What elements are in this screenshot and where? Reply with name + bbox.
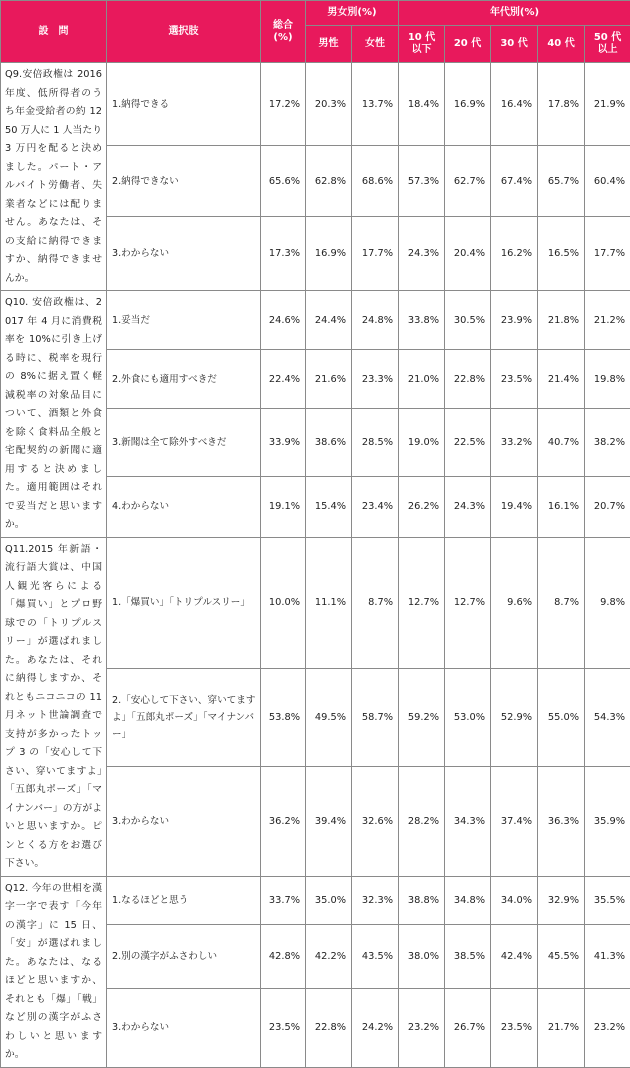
value-age-40s: 32.9% xyxy=(538,876,585,924)
value-age-20s: 22.8% xyxy=(445,350,491,409)
table-header xyxy=(1,1,630,63)
header-age-20s: 20 代 xyxy=(445,26,491,63)
value-total: 17.3% xyxy=(261,216,306,290)
option-label: 2.別の漢字がふさわしい xyxy=(107,924,261,988)
value-age-10s: 38.8% xyxy=(399,876,445,924)
value-male: 42.2% xyxy=(306,924,352,988)
value-age-10s: 28.2% xyxy=(399,767,445,876)
value-age-10s: 38.0% xyxy=(399,924,445,988)
value-age-20s: 12.7% xyxy=(445,537,491,668)
value-male: 39.4% xyxy=(306,767,352,876)
option-label: 1.妥当だ xyxy=(107,291,261,350)
value-age-50s: 20.7% xyxy=(585,477,630,537)
option-label: 4.わからない xyxy=(107,477,261,537)
value-age-30s: 23.5% xyxy=(491,988,538,1067)
question-text: Q10. 安倍政権は、2017 年 4 月に消費税率を 10%に引き上げる時に、税率を現行の 8%に据え置く軽減税率の対象品目について、酒類と外食を除く食料品全般と宅配契約の新聞に適用すると決めました。適用範囲はそれで妥当だと思いますか。 xyxy=(1,291,107,538)
value-male: 38.6% xyxy=(306,409,352,477)
value-total: 23.5% xyxy=(261,988,306,1067)
value-total: 65.6% xyxy=(261,146,306,217)
value-male: 21.6% xyxy=(306,350,352,409)
value-male: 49.5% xyxy=(306,668,352,767)
value-female: 23.3% xyxy=(352,350,399,409)
value-age-10s: 57.3% xyxy=(399,146,445,217)
value-female: 32.6% xyxy=(352,767,399,876)
value-total: 24.6% xyxy=(261,291,306,350)
value-age-20s: 34.3% xyxy=(445,767,491,876)
value-female: 8.7% xyxy=(352,537,399,668)
option-label: 1.「爆買い」「トリプルスリー」 xyxy=(107,537,261,668)
value-male: 62.8% xyxy=(306,146,352,217)
value-age-50s: 35.5% xyxy=(585,876,630,924)
value-age-20s: 16.9% xyxy=(445,63,491,146)
value-female: 23.4% xyxy=(352,477,399,537)
header-age-40s: 40 代 xyxy=(538,26,585,63)
header-gender-group: 男女別(%) xyxy=(306,1,399,26)
value-age-40s: 16.1% xyxy=(538,477,585,537)
value-age-50s: 35.9% xyxy=(585,767,630,876)
value-female: 68.6% xyxy=(352,146,399,217)
value-male: 16.9% xyxy=(306,216,352,290)
value-age-10s: 12.7% xyxy=(399,537,445,668)
value-age-40s: 21.7% xyxy=(538,988,585,1067)
value-age-10s: 33.8% xyxy=(399,291,445,350)
value-age-20s: 20.4% xyxy=(445,216,491,290)
value-age-30s: 67.4% xyxy=(491,146,538,217)
option-label: 3.わからない xyxy=(107,216,261,290)
option-label: 1.なるほどと思う xyxy=(107,876,261,924)
value-male: 24.4% xyxy=(306,291,352,350)
value-age-20s: 30.5% xyxy=(445,291,491,350)
table-row xyxy=(1,63,630,146)
table-row xyxy=(1,291,630,350)
value-male: 35.0% xyxy=(306,876,352,924)
value-age-30s: 16.4% xyxy=(491,63,538,146)
header-age-30s: 30 代 xyxy=(491,26,538,63)
value-female: 24.2% xyxy=(352,988,399,1067)
question-text: Q12. 今年の世相を漢字一字で表す「今年の漢字」に 15 日、「安」が選ばれました。あなたは、なるほどと思いますか、それとも「爆」「戦」など別の漢字がふさわしいと思いますか。 xyxy=(1,876,107,1067)
value-female: 32.3% xyxy=(352,876,399,924)
value-female: 17.7% xyxy=(352,216,399,290)
value-total: 10.0% xyxy=(261,537,306,668)
option-label: 2.納得できない xyxy=(107,146,261,217)
table-row xyxy=(1,537,630,668)
value-age-20s: 26.7% xyxy=(445,988,491,1067)
value-age-20s: 53.0% xyxy=(445,668,491,767)
value-age-10s: 21.0% xyxy=(399,350,445,409)
value-total: 53.8% xyxy=(261,668,306,767)
value-age-10s: 26.2% xyxy=(399,477,445,537)
value-female: 43.5% xyxy=(352,924,399,988)
value-age-50s: 17.7% xyxy=(585,216,630,290)
value-female: 28.5% xyxy=(352,409,399,477)
value-age-30s: 33.2% xyxy=(491,409,538,477)
value-female: 24.8% xyxy=(352,291,399,350)
value-age-30s: 16.2% xyxy=(491,216,538,290)
value-age-50s: 41.3% xyxy=(585,924,630,988)
header-total: 総合 (%) xyxy=(261,1,306,63)
value-age-50s: 9.8% xyxy=(585,537,630,668)
option-label: 3.わからない xyxy=(107,988,261,1067)
value-age-30s: 9.6% xyxy=(491,537,538,668)
value-age-40s: 16.5% xyxy=(538,216,585,290)
value-age-30s: 19.4% xyxy=(491,477,538,537)
value-female: 58.7% xyxy=(352,668,399,767)
value-age-10s: 24.3% xyxy=(399,216,445,290)
value-age-10s: 18.4% xyxy=(399,63,445,146)
header-female: 女性 xyxy=(352,26,399,63)
value-age-50s: 19.8% xyxy=(585,350,630,409)
value-age-10s: 23.2% xyxy=(399,988,445,1067)
header-question: 設 問 xyxy=(1,1,107,63)
value-total: 33.7% xyxy=(261,876,306,924)
header-age-50s: 50 代 以上 xyxy=(585,26,630,63)
value-age-20s: 38.5% xyxy=(445,924,491,988)
value-age-50s: 60.4% xyxy=(585,146,630,217)
value-male: 22.8% xyxy=(306,988,352,1067)
header-age-group: 年代別(%) xyxy=(399,1,630,26)
value-age-40s: 8.7% xyxy=(538,537,585,668)
value-total: 36.2% xyxy=(261,767,306,876)
value-age-40s: 45.5% xyxy=(538,924,585,988)
value-age-30s: 52.9% xyxy=(491,668,538,767)
value-total: 33.9% xyxy=(261,409,306,477)
value-male: 20.3% xyxy=(306,63,352,146)
value-age-40s: 65.7% xyxy=(538,146,585,217)
value-age-10s: 19.0% xyxy=(399,409,445,477)
value-age-40s: 21.8% xyxy=(538,291,585,350)
value-age-30s: 23.5% xyxy=(491,350,538,409)
option-label: 3.わからない xyxy=(107,767,261,876)
question-text: Q11.2015 年新語・流行語大賞は、中国人観光客らによる「爆買い」とプロ野球での「トリプルスリー」が選ばれました。あなたは、それに納得しますか、それともニコニコの 11 月ネット世論調査で支持が多かったトップ 3 の「安心して下さい、穿いてますよ」「五郎丸ポーズ」「マイナンバー」の方がよいと思いますか。ピンとくる方をお選び下さい。 xyxy=(1,537,107,876)
question-text: Q9.安倍政権は 2016 年度、低所得者のうち年金受給者の約 1250 万人に 1 人当たり 3 万円を配ると決めました。パート・アルバイト労働者、失業者などには配りません。あなたは、その支給に納得できますか、納得できませんか。 xyxy=(1,63,107,291)
value-age-40s: 40.7% xyxy=(538,409,585,477)
value-age-50s: 23.2% xyxy=(585,988,630,1067)
option-label: 2.外食にも適用すべきだ xyxy=(107,350,261,409)
value-age-20s: 24.3% xyxy=(445,477,491,537)
value-total: 17.2% xyxy=(261,63,306,146)
value-total: 42.8% xyxy=(261,924,306,988)
value-age-30s: 23.9% xyxy=(491,291,538,350)
value-age-40s: 21.4% xyxy=(538,350,585,409)
value-age-50s: 38.2% xyxy=(585,409,630,477)
value-age-50s: 21.9% xyxy=(585,63,630,146)
value-male: 15.4% xyxy=(306,477,352,537)
value-total: 19.1% xyxy=(261,477,306,537)
header-male: 男性 xyxy=(306,26,352,63)
value-age-30s: 37.4% xyxy=(491,767,538,876)
value-age-40s: 17.8% xyxy=(538,63,585,146)
table-body xyxy=(1,63,630,1068)
value-male: 11.1% xyxy=(306,537,352,668)
value-age-50s: 21.2% xyxy=(585,291,630,350)
value-age-30s: 34.0% xyxy=(491,876,538,924)
table-row xyxy=(1,876,630,924)
value-total: 22.4% xyxy=(261,350,306,409)
header-age-10s: 10 代 以下 xyxy=(399,26,445,63)
value-age-20s: 22.5% xyxy=(445,409,491,477)
value-age-40s: 36.3% xyxy=(538,767,585,876)
header-options: 選択肢 xyxy=(107,1,261,63)
value-age-50s: 54.3% xyxy=(585,668,630,767)
option-label: 1.納得できる xyxy=(107,63,261,146)
value-age-10s: 59.2% xyxy=(399,668,445,767)
option-label: 3.新聞は全て除外すべきだ xyxy=(107,409,261,477)
value-age-40s: 55.0% xyxy=(538,668,585,767)
value-female: 13.7% xyxy=(352,63,399,146)
value-age-30s: 42.4% xyxy=(491,924,538,988)
value-age-20s: 34.8% xyxy=(445,876,491,924)
value-age-20s: 62.7% xyxy=(445,146,491,217)
option-label: 2.「安心して下さい、穿いてますよ」「五郎丸ポーズ」「マイナンバー」 xyxy=(107,668,261,767)
